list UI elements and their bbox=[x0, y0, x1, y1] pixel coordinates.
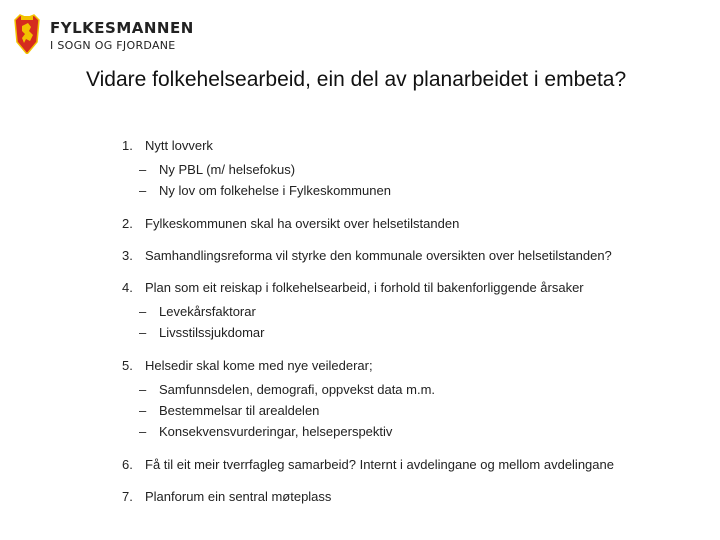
sub-list bbox=[139, 301, 702, 343]
coat-of-arms-lion-icon bbox=[12, 14, 42, 54]
sub-item bbox=[139, 159, 702, 180]
agenda-item-line bbox=[122, 215, 702, 233]
dash-bullet: – bbox=[139, 162, 147, 177]
sub-item bbox=[139, 301, 702, 322]
agenda-item-number: 1. bbox=[122, 138, 133, 153]
agenda-item bbox=[122, 247, 702, 265]
agenda-item bbox=[122, 456, 702, 474]
slide-title: Vidare folkehelsearbeid, ein del av planarbeidet i embeta? bbox=[86, 68, 627, 91]
agenda-item-text: Få til eit meir tverrfagleg samarbeid? Internt i avdelingane og mellom avdelingane bbox=[145, 457, 614, 472]
agenda-item-line bbox=[122, 137, 702, 155]
sub-item-text: Levekårsfaktorar bbox=[159, 304, 256, 319]
sub-item-text: Samfunnsdelen, demografi, oppvekst data m.m. bbox=[159, 382, 436, 397]
agenda-item bbox=[122, 357, 702, 442]
dash-bullet: – bbox=[139, 403, 147, 418]
agenda-item bbox=[122, 279, 702, 343]
sub-item bbox=[139, 379, 702, 400]
agenda-list bbox=[122, 137, 702, 506]
dash-bullet: – bbox=[139, 183, 147, 198]
agenda-item bbox=[122, 488, 702, 506]
agenda-item-number: 7. bbox=[122, 489, 133, 504]
agenda-item-text: Helsedir skal kome med nye veilederar; bbox=[145, 358, 373, 373]
sub-item-text: Konsekvensvurderingar, helseperspektiv bbox=[159, 424, 393, 439]
agenda-item-line bbox=[122, 488, 702, 506]
agenda-item-number: 6. bbox=[122, 457, 133, 472]
agenda-item bbox=[122, 137, 702, 201]
agenda-item-text: Samhandlingsreforma vil styrke den kommunale oversikten over helsetilstanden? bbox=[145, 248, 612, 263]
dash-bullet: – bbox=[139, 382, 147, 397]
org-logo bbox=[8, 8, 228, 58]
agenda-item-line bbox=[122, 279, 702, 297]
sub-item-text: Livsstilssjukdomar bbox=[159, 325, 265, 340]
agenda-item-number: 3. bbox=[122, 248, 133, 263]
agenda-item-line bbox=[122, 247, 702, 265]
org-name: FYLKESMANNEN bbox=[50, 19, 194, 37]
agenda-item-number: 2. bbox=[122, 216, 133, 231]
agenda-item-number: 5. bbox=[122, 358, 133, 373]
agenda-item bbox=[122, 215, 702, 233]
agenda-item-text: Nytt lovverk bbox=[145, 138, 213, 153]
agenda-item-text: Plan som eit reiskap i folkehelsearbeid, i forhold til bakenforliggende årsaker bbox=[145, 280, 584, 295]
sub-item bbox=[139, 400, 702, 421]
sub-list bbox=[139, 159, 702, 201]
dash-bullet: – bbox=[139, 304, 147, 319]
agenda-item-line bbox=[122, 357, 702, 375]
sub-list bbox=[139, 379, 702, 442]
dash-bullet: – bbox=[139, 424, 147, 439]
sub-item-text: Ny lov om folkehelse i Fylkeskommunen bbox=[159, 183, 391, 198]
agenda-item-line bbox=[122, 456, 702, 474]
agenda-item-text: Fylkeskommunen skal ha oversikt over helsetilstanden bbox=[145, 216, 460, 231]
sub-item bbox=[139, 180, 702, 201]
sub-item bbox=[139, 322, 702, 343]
agenda-item-number: 4. bbox=[122, 280, 133, 295]
dash-bullet: – bbox=[139, 325, 147, 340]
sub-item-text: Ny PBL (m/ helsefokus) bbox=[159, 162, 296, 177]
sub-item-text: Bestemmelsar til arealdelen bbox=[159, 403, 320, 418]
sub-item bbox=[139, 421, 702, 442]
org-region: I SOGN OG FJORDANE bbox=[50, 39, 176, 52]
agenda-item-text: Planforum ein sentral møteplass bbox=[145, 489, 332, 504]
